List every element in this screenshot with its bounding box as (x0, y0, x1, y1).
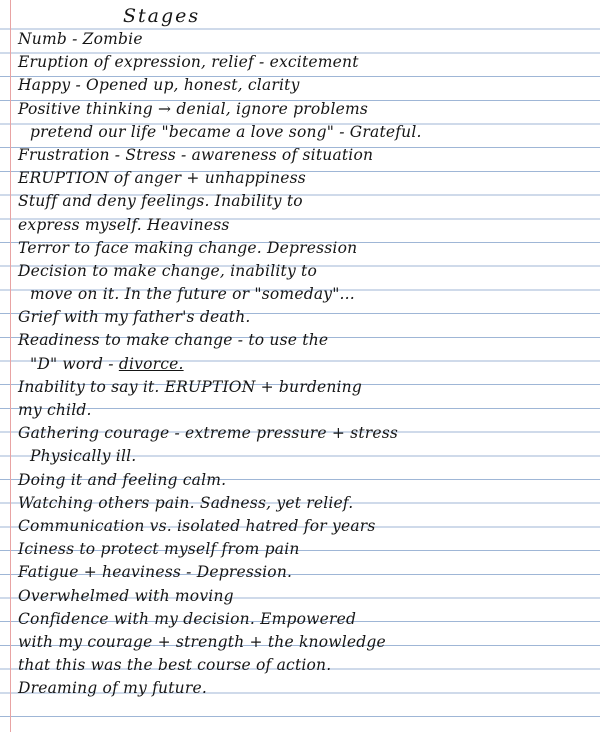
line: Stuff and deny feelings. Inability to (18, 192, 303, 211)
line: Dreaming of my future. (18, 679, 207, 698)
line: Eruption of expression, relief - excitement (18, 53, 359, 72)
line: my child. (18, 401, 92, 419)
underlined-word: divorce. (118, 354, 184, 373)
page-title: Stages (123, 5, 201, 27)
line: Overwhelmed with moving (18, 586, 234, 605)
line: with my courage + strength + the knowledge (18, 632, 386, 651)
line: Positive thinking → denial, ignore problems (18, 99, 369, 118)
line: Fatigue + heaviness - Depression. (18, 563, 293, 582)
line: Inability to say it. ERUPTION + burdening (18, 377, 362, 396)
line: that this was the best course of action. (18, 656, 332, 675)
line: ERUPTION of anger + unhappiness (18, 169, 306, 188)
line: Doing it and feeling calm. (18, 470, 227, 489)
line: Frustration - Stress - awareness of situation (18, 145, 374, 164)
handwritten-text (18, 4, 594, 700)
line: express myself. Heaviness (18, 215, 230, 234)
line: pretend our life "became a love song" - Grateful. (30, 122, 422, 141)
stages-list (18, 28, 594, 700)
line: Iciness to protect myself from pain (18, 540, 300, 559)
line: Gathering courage - extreme pressure + stress (18, 424, 399, 443)
margin-line (10, 0, 11, 732)
line: Physically ill. (30, 447, 137, 466)
line: Communication vs. isolated hatred for years (18, 516, 376, 535)
line: Confidence with my decision. Empowered (18, 609, 357, 628)
line: Terror to face making change. Depression (18, 238, 358, 257)
line: Happy - Opened up, honest, clarity (18, 76, 300, 95)
line: Numb - Zombie (18, 30, 143, 48)
line: Readiness to make change - to use the (18, 331, 329, 350)
line: Grief with my father's death. (18, 308, 251, 327)
line: Watching others pain. Sadness, yet relief. (18, 493, 354, 512)
line (18, 353, 594, 376)
line-text: "D" word - (30, 354, 119, 373)
line: Decision to make change, inability to (18, 261, 317, 280)
line: move on it. In the future or "someday"... (30, 285, 355, 304)
